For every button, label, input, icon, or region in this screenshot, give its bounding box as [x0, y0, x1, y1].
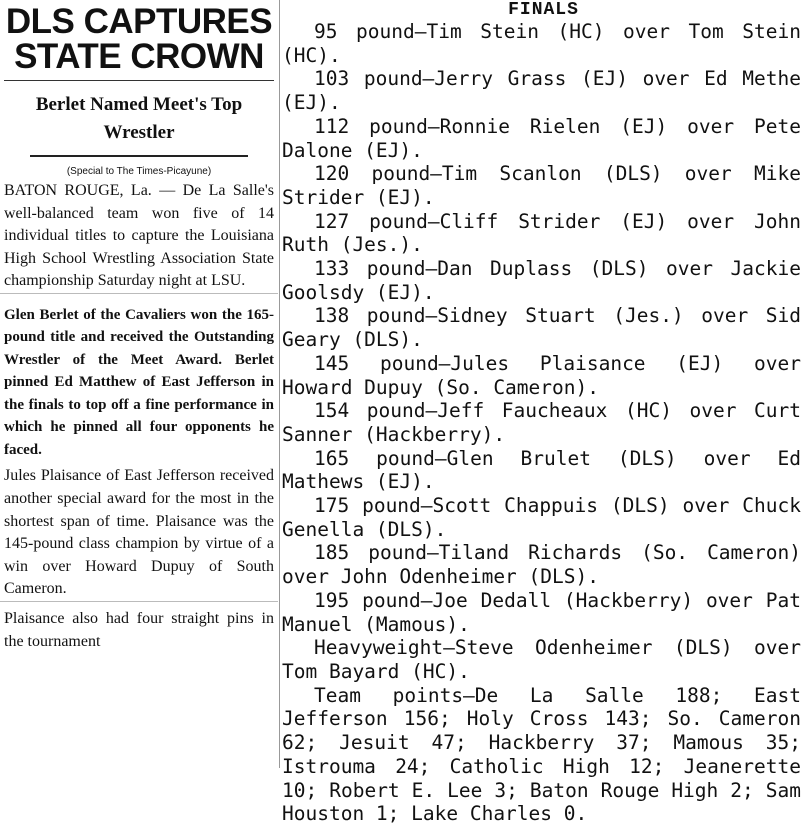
results-column	[282, 0, 805, 826]
result-entry: 175 pound—Scott Chappuis (DLS) over Chuck Genella (DLS).	[282, 494, 801, 541]
team-points: Team points—De La Salle 188; East Jefferson 156; Holy Cross 143; So. Cameron 62; Jesuit 47; Hackberry 37; Mamous 35; Istrouma 24; Catholic High 12; Jeanerette 10; Robert E. Lee 3; Baton Rouge High 2; Sam Houston 1; Lake Charles 0.	[282, 683, 801, 826]
article-paragraph: Glen Berlet of the Cavaliers won the 165-pound title and received the Outstanding Wrestler of the Meet Award. Berlet pinned Ed Matthew of East Jefferson in the finals to top off a fine performance in which he pinned all four opponents he faced.	[4, 306, 274, 458]
article-paragraph: Plaisance also had four straight pins in the tournament	[4, 610, 274, 650]
article-column	[0, 0, 278, 768]
headline-line: STATE CROWN	[14, 37, 264, 76]
result-entry: 185 pound—Tiland Richards (So. Cameron) over John Odenheimer (DLS).	[282, 541, 801, 589]
headline	[0, 4, 278, 74]
result-entry: 154 pound—Jeff Faucheaux (HC) over Curt Sanner (Hackberry).	[282, 399, 801, 446]
result-entry: 165 pound—Glen Brulet (DLS) over Ed Mathews (EJ).	[282, 446, 801, 494]
result-entry: 133 pound—Dan Duplass (DLS) over Jackie Goolsdy (EJ).	[282, 257, 801, 304]
column-divider	[279, 0, 280, 768]
subheadline: Berlet Named Meet's Top Wrestler	[35, 94, 243, 143]
results-list	[282, 20, 805, 826]
finals-title: FINALS	[508, 0, 579, 20]
byline: (Special to The Times-Picayune)	[66, 166, 212, 177]
article-paragraph: BATON ROUGE, La. — De La Salle's well-balanced team won five of 14 individual titles to capture the Louisiana High School Wrestling Association State championship Saturday night at LSU.	[0, 180, 278, 294]
headline-rule	[4, 80, 274, 81]
result-entry: 103 pound—Jerry Grass (EJ) over Ed Methe (EJ).	[282, 67, 801, 115]
result-entry: Heavyweight—Steve Odenheimer (DLS) over Tom Bayard (HC).	[282, 636, 801, 683]
result-entry: 120 pound—Tim Scanlon (DLS) over Mike Strider (EJ).	[282, 162, 801, 209]
article-paragraph: Jules Plaisance of East Jefferson received another special award for the most in the shortest span of time. Plaisance was the 145-pound class champion by virtue of a win over Howard Dupuy of South Cameron.	[0, 465, 278, 602]
result-entry: 138 pound—Sidney Stuart (Jes.) over Sid Geary (DLS).	[282, 304, 801, 352]
result-entry: 127 pound—Cliff Strider (EJ) over John Ruth (Jes.).	[282, 209, 801, 257]
result-entry: 145 pound—Jules Plaisance (EJ) over Howard Dupuy (So. Cameron).	[282, 351, 801, 399]
result-entry: 95 pound—Tim Stein (HC) over Tom Stein (HC).	[282, 20, 801, 67]
subhead-rule	[30, 155, 248, 157]
result-entry: 195 pound—Joe Dedall (Hackberry) over Pat Manuel (Mamous).	[282, 588, 801, 636]
result-entry: 112 pound—Ronnie Rielen (EJ) over Pete Dalone (EJ).	[282, 114, 801, 162]
headline-line: DLS CAPTURES	[5, 2, 273, 41]
